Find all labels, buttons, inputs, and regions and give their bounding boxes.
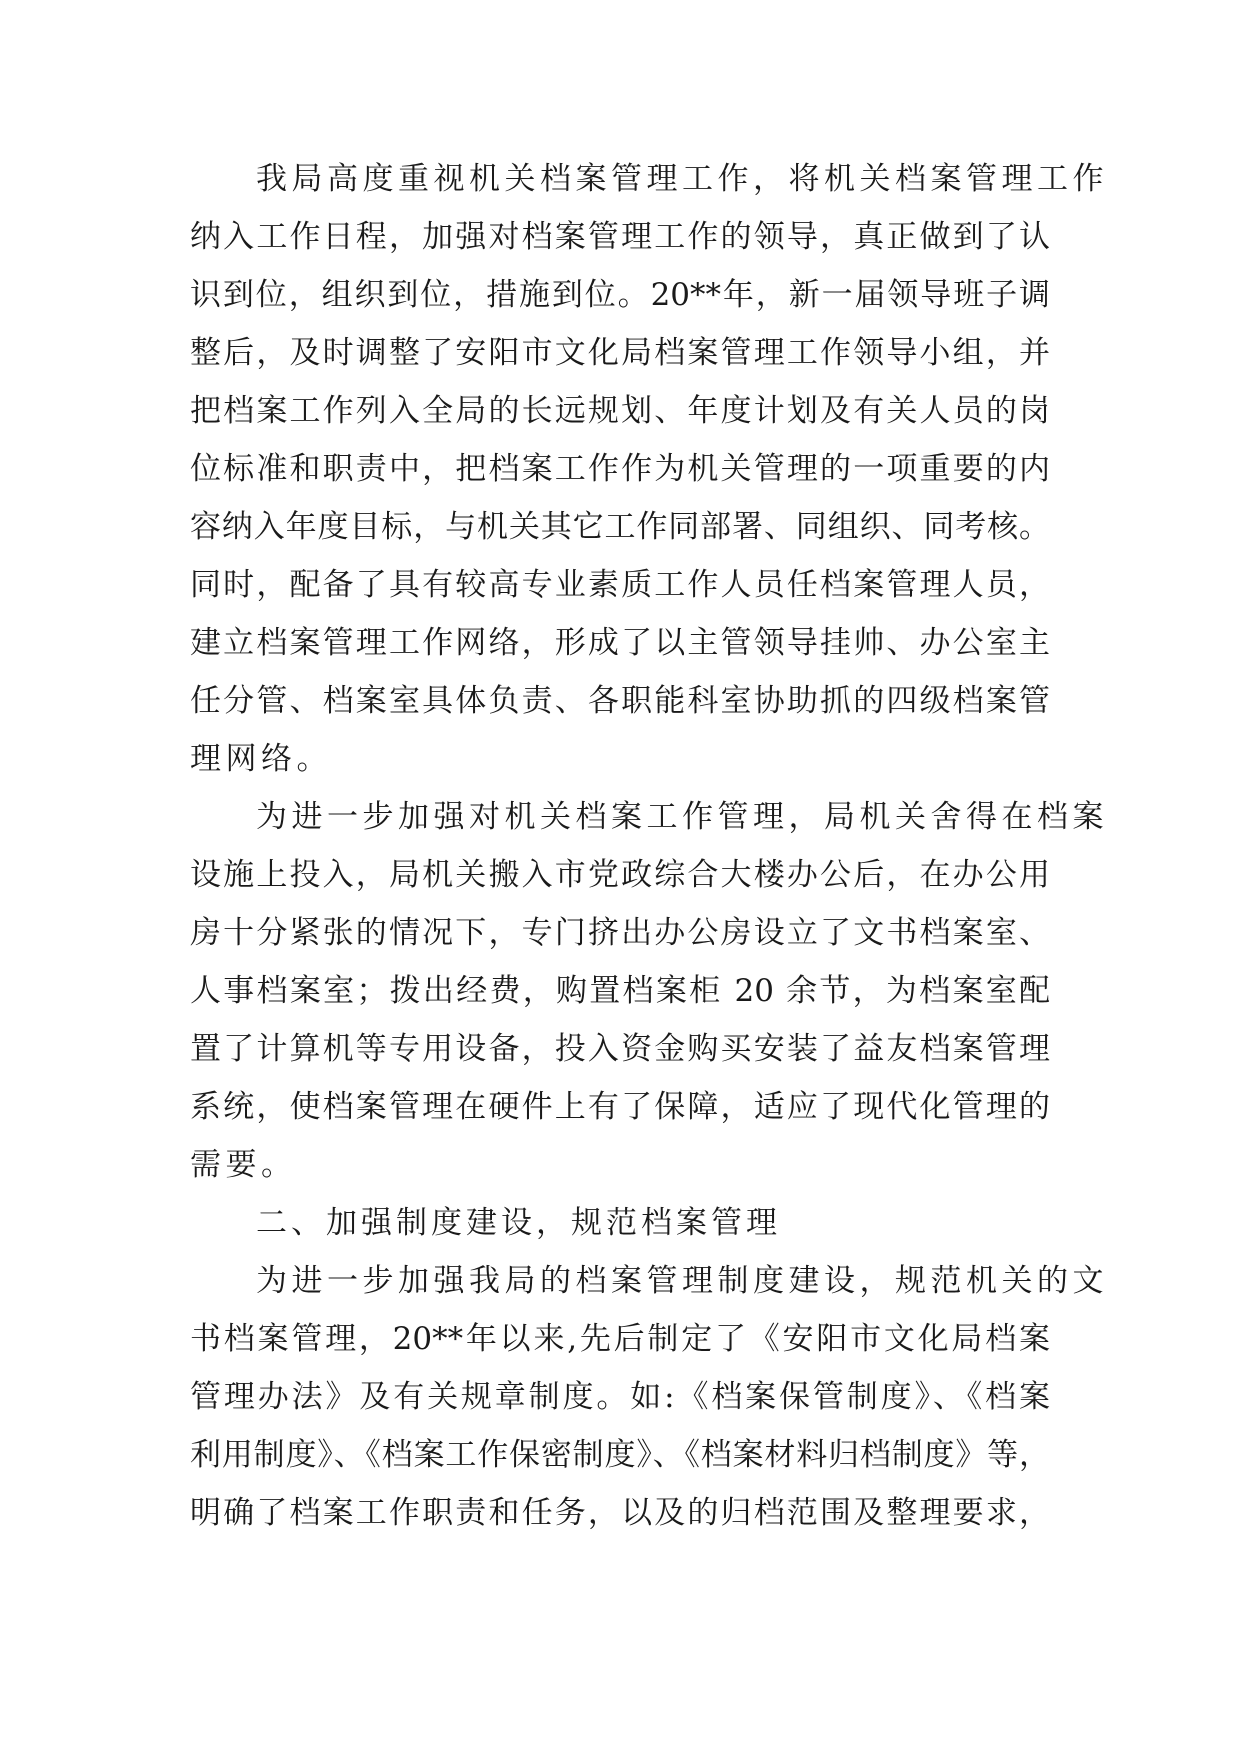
text-line: 位标准和职责中，把档案工作作为机关管理的一项重要的内 (190, 451, 1050, 487)
text-line: 置了计算机等专用设备，投入资金购买安装了益友档案管理 (190, 1031, 1050, 1067)
text-line: 明确了档案工作职责和任务，以及的归档范围及整理要求， (190, 1495, 1050, 1531)
text-line: 管理办法》及有关规章制度。如:《档案保管制度》、《档案 (190, 1379, 1050, 1415)
text-line: 把档案工作列入全局的长远规划、年度计划及有关人员的岗 (190, 393, 1050, 429)
text-line: 人事档案室；拨出经费，购置档案柜 20 余节，为档案室配 (190, 973, 1050, 1009)
text-line: 纳入工作日程，加强对档案管理工作的领导，真正做到了认 (190, 219, 1050, 255)
section-heading (190, 1194, 1050, 1252)
text-line: 理网络。 (190, 741, 332, 777)
text-line: 整后，及时调整了安阳市文化局档案管理工作领导小组，并 (190, 335, 1050, 371)
text-line: 建立档案管理工作网络，形成了以主管领导挂帅、办公室主 (190, 625, 1050, 661)
document-body (190, 150, 1108, 1542)
text-line: 需要。 (190, 1147, 297, 1183)
text-line: 利用制度》、《档案工作保密制度》、《档案材料归档制度》等， (190, 1437, 1050, 1473)
text-line: 为进一步加强我局的档案管理制度建设，规范机关的文 (256, 1263, 1108, 1299)
paragraph-1 (190, 150, 1108, 788)
text-line: 容纳入年度目标，与机关其它工作同部署、同组织、同考核。 (190, 509, 1050, 545)
text-line: 房十分紧张的情况下，专门挤出办公房设立了文书档案室、 (190, 915, 1050, 951)
text-line: 设施上投入，局机关搬入市党政综合大楼办公后，在办公用 (190, 857, 1050, 893)
section-heading-text: 二、加强制度建设，规范档案管理 (256, 1205, 781, 1241)
text-line: 同时，配备了具有较高专业素质工作人员任档案管理人员， (190, 567, 1050, 603)
text-line: 任分管、档案室具体负责、各职能科室协助抓的四级档案管 (190, 683, 1050, 719)
paragraph-3 (190, 1252, 1108, 1542)
text-line: 为进一步加强对机关档案工作管理，局机关舍得在档案 (256, 799, 1108, 835)
text-line: 系统，使档案管理在硬件上有了保障，适应了现代化管理的 (190, 1089, 1050, 1125)
text-line: 书档案管理，20**年以来,先后制定了《安阳市文化局档案 (190, 1321, 1050, 1357)
text-line: 识到位，组织到位，措施到位。20**年，新一届领导班子调 (190, 277, 1050, 313)
paragraph-2 (190, 788, 1108, 1194)
text-line: 我局高度重视机关档案管理工作，将机关档案管理工作 (256, 161, 1108, 197)
